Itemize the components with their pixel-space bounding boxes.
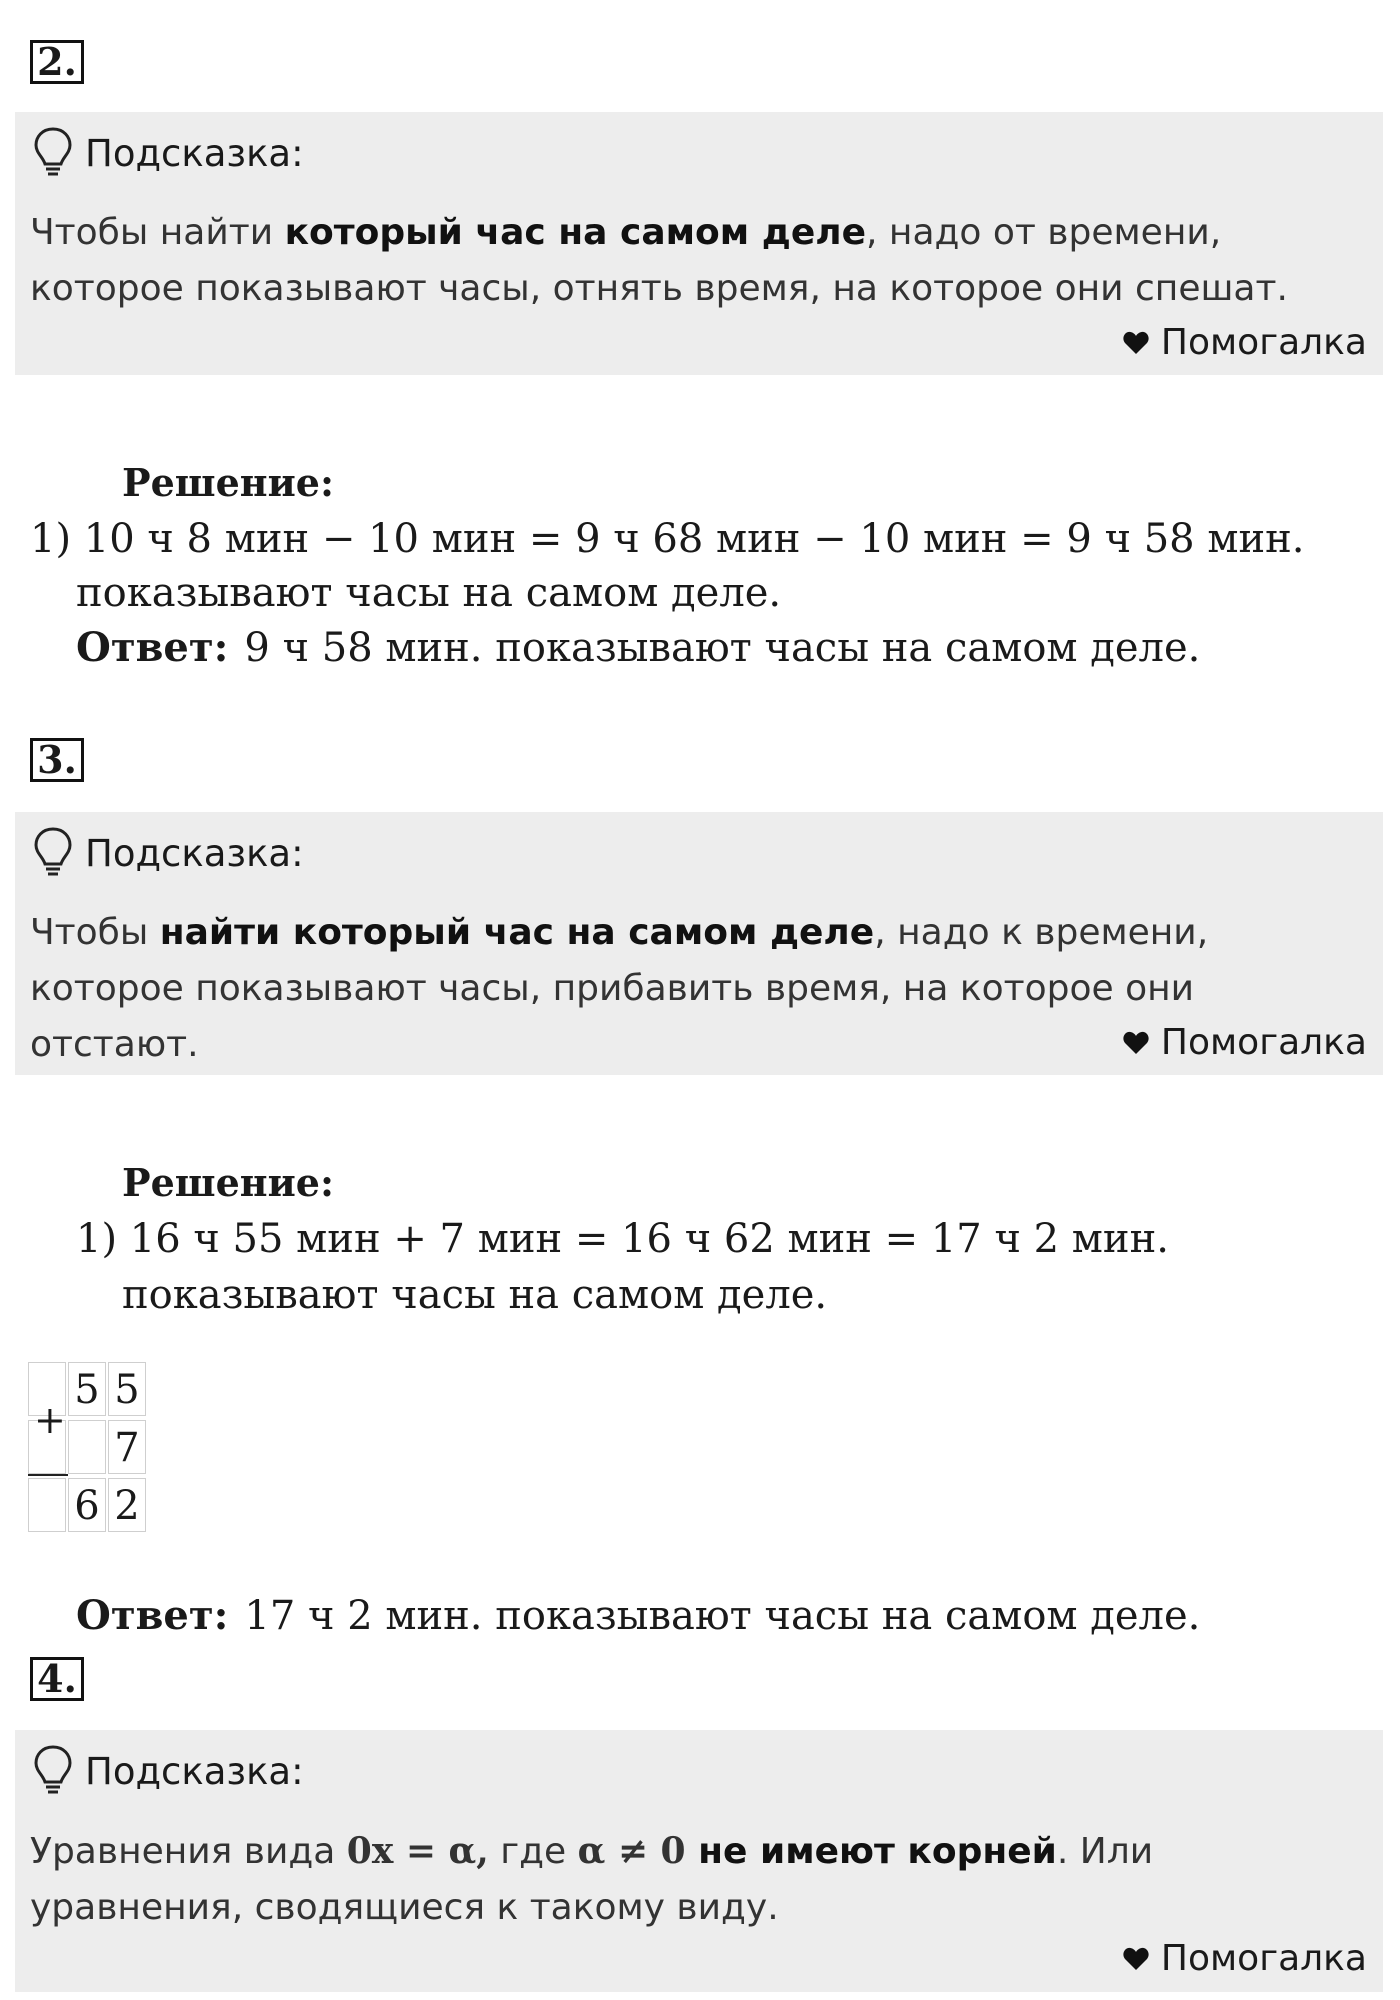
hint-title: Подсказка: bbox=[85, 831, 304, 875]
task-number-2: 2. bbox=[30, 40, 84, 84]
column-digit: 2 bbox=[108, 1478, 146, 1532]
brand-label: Помогалка bbox=[1123, 322, 1367, 363]
column-digit: 5 bbox=[68, 1362, 106, 1416]
solution-step-3: 1) 16 ч 55 мин + 7 мин = 16 ч 62 мин = 17 ч 2 мин. bbox=[76, 1216, 1169, 1262]
lightbulb-icon bbox=[33, 126, 73, 180]
solution-step-2: 1) 10 ч 8 мин − 10 мин = 9 ч 68 мин − 10 мин = 9 ч 58 мин. bbox=[30, 516, 1305, 562]
answer-2: Ответ: 9 ч 58 мин. показывают часы на самом деле. bbox=[76, 624, 1201, 671]
hint-title: Подсказка: bbox=[85, 131, 304, 175]
hint-header bbox=[33, 1744, 304, 1798]
task-number-4: 4. bbox=[30, 1657, 84, 1701]
hint-keyword: не имеют корней bbox=[685, 1831, 1057, 1872]
plus-sign: + bbox=[34, 1398, 66, 1442]
hint-text: Чтобы найти который час на самом деле, надо от времени, которое показывают часы, отнять время, на которое они спешат. bbox=[30, 212, 1288, 309]
hint-text: Уравнения вида 0x = α, где α ≠ 0 не имеют корней. Или уравнения, сводящиеся к такому виду. bbox=[30, 1830, 1154, 1928]
solution-note-3: показывают часы на самом деле. bbox=[122, 1272, 828, 1318]
hint-box-3 bbox=[15, 812, 1383, 1075]
column-digit bbox=[68, 1420, 106, 1474]
hint-box-2 bbox=[15, 112, 1383, 375]
formula: α ≠ 0 bbox=[577, 1830, 686, 1872]
lightbulb-icon bbox=[33, 826, 73, 880]
heart-icon bbox=[1123, 1031, 1149, 1055]
hint-box-4 bbox=[15, 1730, 1383, 1992]
heart-icon bbox=[1123, 331, 1149, 355]
column-digit: 7 bbox=[108, 1420, 146, 1474]
hint-keyword: который час на самом деле bbox=[284, 212, 867, 253]
hint-text: Чтобы найти который час на самом деле, надо к времени, которое показывают часы, прибавить время, на которое они отстают. bbox=[30, 912, 1209, 1065]
sum-line bbox=[28, 1474, 68, 1476]
hint-header bbox=[33, 126, 304, 180]
solution-title-3: Решение: bbox=[122, 1160, 334, 1205]
heart-icon bbox=[1123, 1947, 1149, 1971]
column-digit: 6 bbox=[68, 1478, 106, 1532]
hint-header bbox=[33, 826, 304, 880]
solution-note-2: показывают часы на самом деле. bbox=[76, 570, 782, 616]
hint-title: Подсказка: bbox=[85, 1749, 304, 1793]
task-number-3: 3. bbox=[30, 738, 84, 782]
lightbulb-icon bbox=[33, 1744, 73, 1798]
solution-title-2: Решение: bbox=[122, 460, 334, 505]
brand-label: Помогалка bbox=[1123, 1022, 1367, 1063]
column-cell-blank bbox=[28, 1478, 66, 1532]
answer-3: Ответ: 17 ч 2 мин. показывают часы на самом деле. bbox=[76, 1592, 1201, 1639]
formula: 0x = α, bbox=[346, 1830, 489, 1872]
column-digit: 5 bbox=[108, 1362, 146, 1416]
hint-keyword: найти который час на самом деле bbox=[159, 912, 875, 953]
brand-label: Помогалка bbox=[1123, 1938, 1367, 1979]
